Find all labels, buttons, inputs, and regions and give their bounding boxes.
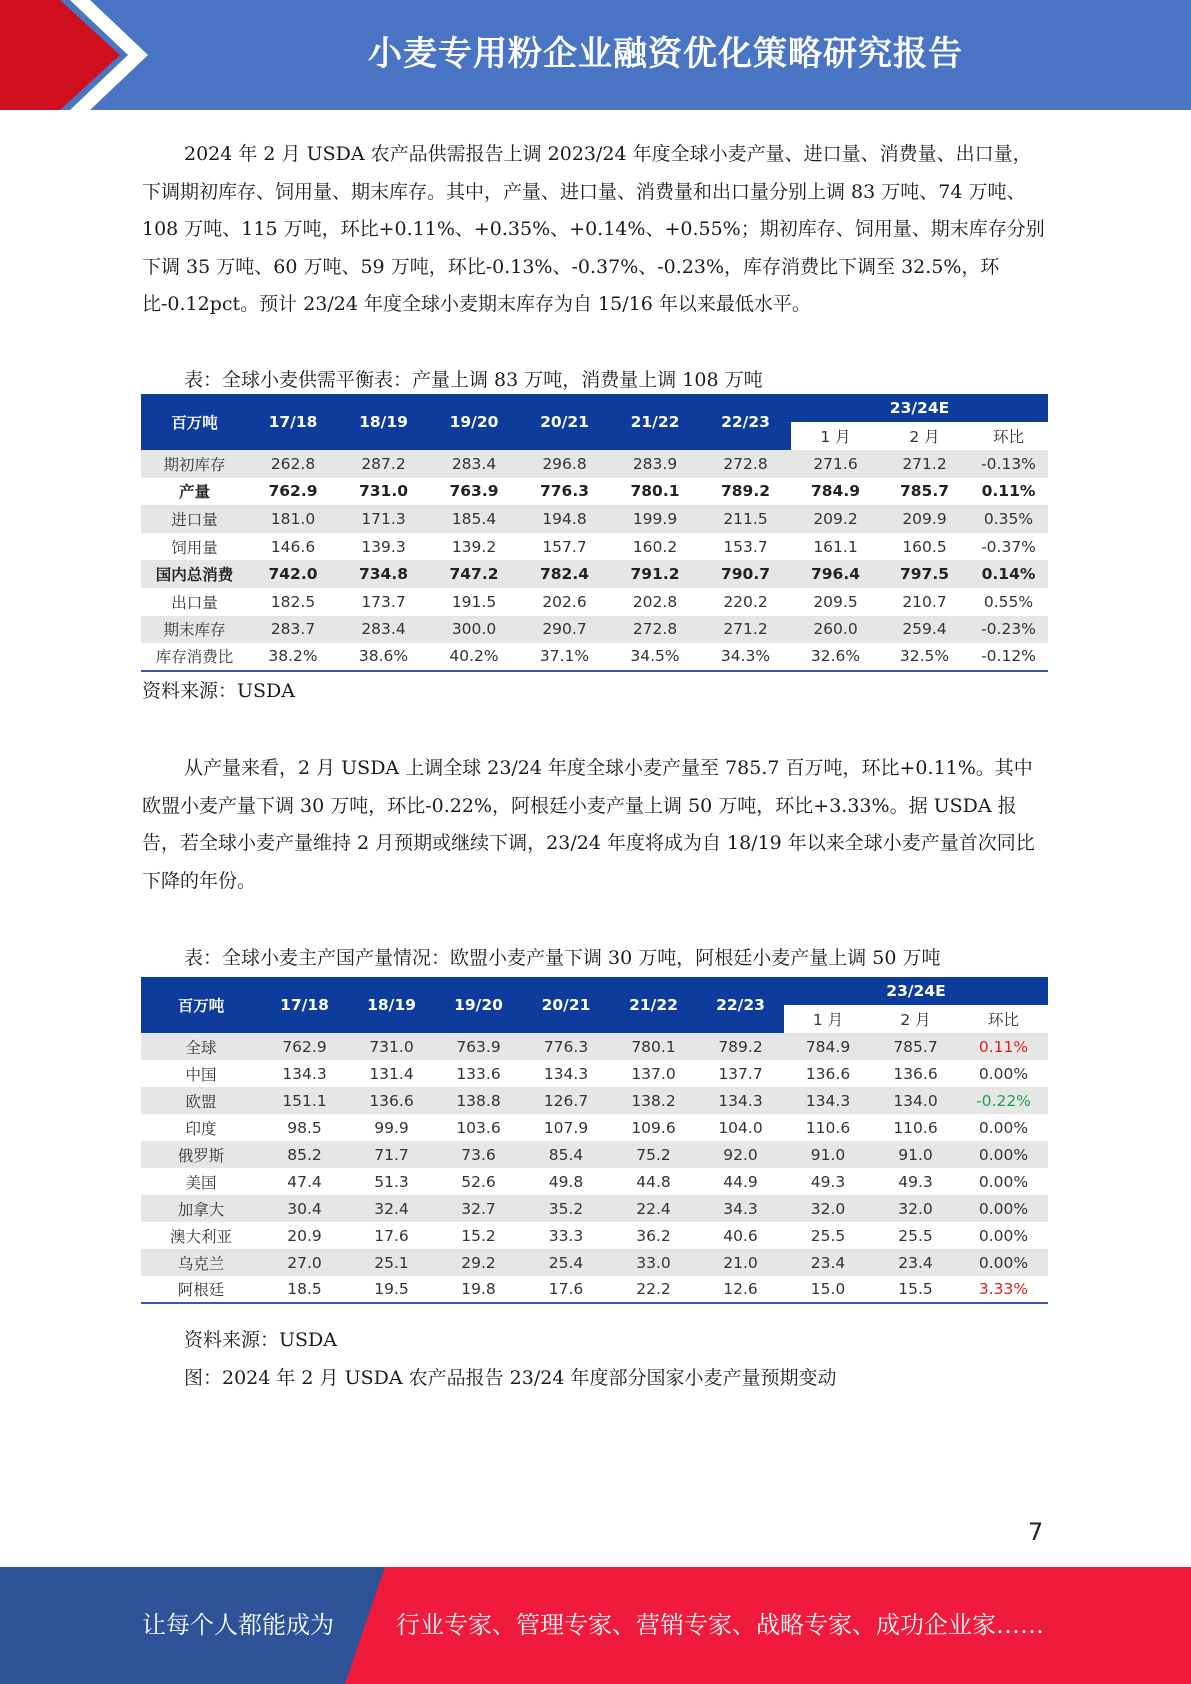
row-label: 出口量 (141, 588, 248, 616)
value-cell: 25.4 (522, 1249, 610, 1276)
table-row (141, 505, 1048, 533)
value-cell: 780.1 (610, 478, 700, 506)
table1-sub-header: 环比 (969, 422, 1048, 450)
value-cell: 272.8 (610, 616, 700, 644)
change-cell: 0.14% (969, 560, 1048, 588)
value-cell: 134.0 (872, 1087, 959, 1114)
page-footer (0, 1567, 1191, 1684)
value-cell: 22.4 (610, 1195, 697, 1222)
row-label: 阿根廷 (141, 1276, 261, 1303)
value-cell: 137.0 (610, 1060, 697, 1087)
value-cell: 103.6 (435, 1114, 522, 1141)
table1-unit-header: 百万吨 (141, 394, 248, 450)
value-cell: 32.0 (784, 1195, 872, 1222)
table-row (141, 1249, 1048, 1276)
value-cell: 32.0 (872, 1195, 959, 1222)
value-cell: 32.5% (880, 643, 969, 671)
value-cell: 296.8 (519, 450, 610, 478)
value-cell: 49.3 (872, 1168, 959, 1195)
value-cell: 211.5 (700, 505, 791, 533)
value-cell: 33.0 (610, 1249, 697, 1276)
value-cell: 160.2 (610, 533, 700, 561)
value-cell: 25.5 (872, 1222, 959, 1249)
value-cell: 52.6 (435, 1168, 522, 1195)
change-cell: -0.23% (969, 616, 1048, 644)
value-cell: 27.0 (261, 1249, 348, 1276)
value-cell: 742.0 (248, 560, 338, 588)
value-cell: 22.2 (610, 1276, 697, 1303)
value-cell: 134.3 (697, 1087, 784, 1114)
table2-group-header: 23/24E (784, 977, 1048, 1005)
change-cell: 0.11% (969, 478, 1048, 506)
value-cell: 25.5 (784, 1222, 872, 1249)
country-production-table (141, 977, 1048, 1304)
footer-slogan-right: 行业专家、管理专家、营销专家、战略专家、成功企业家…… (396, 1611, 1044, 1639)
value-cell: 73.6 (435, 1141, 522, 1168)
value-cell: 731.0 (348, 1033, 435, 1060)
value-cell: 797.5 (880, 560, 969, 588)
table-row (141, 560, 1048, 588)
value-cell: 262.8 (248, 450, 338, 478)
value-cell: 784.9 (791, 478, 880, 506)
table2-source: 资料来源：USDA (184, 1329, 337, 1351)
row-label: 俄罗斯 (141, 1141, 261, 1168)
value-cell: 133.6 (435, 1060, 522, 1087)
value-cell: 75.2 (610, 1141, 697, 1168)
value-cell: 173.7 (338, 588, 429, 616)
value-cell: 171.3 (338, 505, 429, 533)
table2-sub-header: 2 月 (872, 1005, 959, 1033)
value-cell: 38.6% (338, 643, 429, 671)
value-cell: 191.5 (429, 588, 519, 616)
value-cell: 20.9 (261, 1222, 348, 1249)
table-row (141, 1195, 1048, 1222)
value-cell: 19.8 (435, 1276, 522, 1303)
value-cell: 790.7 (700, 560, 791, 588)
change-cell: 0.00% (959, 1141, 1048, 1168)
row-label: 饲用量 (141, 533, 248, 561)
value-cell: 763.9 (435, 1033, 522, 1060)
value-cell: 137.7 (697, 1060, 784, 1087)
value-cell: 259.4 (880, 616, 969, 644)
value-cell: 37.1% (519, 643, 610, 671)
change-cell: 0.55% (969, 588, 1048, 616)
table-row (141, 643, 1048, 671)
value-cell: 776.3 (522, 1033, 610, 1060)
value-cell: 109.6 (610, 1114, 697, 1141)
value-cell: 98.5 (261, 1114, 348, 1141)
table2-year-header: 19/20 (435, 977, 522, 1033)
value-cell: 34.3% (700, 643, 791, 671)
value-cell: 34.5% (610, 643, 700, 671)
value-cell: 151.1 (261, 1087, 348, 1114)
value-cell: 300.0 (429, 616, 519, 644)
value-cell: 12.6 (697, 1276, 784, 1303)
value-cell: 17.6 (348, 1222, 435, 1249)
value-cell: 30.4 (261, 1195, 348, 1222)
row-label: 国内总消费 (141, 560, 248, 588)
table1-caption: 表：全球小麦供需平衡表：产量上调 83 万吨，消费量上调 108 万吨 (184, 369, 763, 391)
change-cell: 0.11% (959, 1033, 1048, 1060)
value-cell: 110.6 (784, 1114, 872, 1141)
change-cell: 0.00% (959, 1114, 1048, 1141)
value-cell: 146.6 (248, 533, 338, 561)
value-cell: 110.6 (872, 1114, 959, 1141)
value-cell: 32.4 (348, 1195, 435, 1222)
value-cell: 104.0 (697, 1114, 784, 1141)
change-cell: 0.00% (959, 1249, 1048, 1276)
change-cell: 0.00% (959, 1060, 1048, 1087)
value-cell: 283.9 (610, 450, 700, 478)
row-label: 澳大利亚 (141, 1222, 261, 1249)
change-cell: -0.12% (969, 643, 1048, 671)
value-cell: 139.3 (338, 533, 429, 561)
table1-year-header: 22/23 (700, 394, 791, 450)
value-cell: 34.3 (697, 1195, 784, 1222)
supply-demand-table (141, 394, 1048, 672)
value-cell: 23.4 (872, 1249, 959, 1276)
table2-year-header: 22/23 (697, 977, 784, 1033)
value-cell: 194.8 (519, 505, 610, 533)
value-cell: 32.7 (435, 1195, 522, 1222)
table1-group-header: 23/24E (791, 394, 1048, 422)
row-label: 欧盟 (141, 1087, 261, 1114)
value-cell: 780.1 (610, 1033, 697, 1060)
value-cell: 202.8 (610, 588, 700, 616)
value-cell: 85.2 (261, 1141, 348, 1168)
value-cell: 21.0 (697, 1249, 784, 1276)
table-row (141, 1033, 1048, 1060)
table-row (141, 1168, 1048, 1195)
value-cell: 29.2 (435, 1249, 522, 1276)
value-cell: 220.2 (700, 588, 791, 616)
row-label: 期末库存 (141, 616, 248, 644)
table1-sub-header: 2 月 (880, 422, 969, 450)
table-row (141, 1060, 1048, 1087)
value-cell: 19.5 (348, 1276, 435, 1303)
change-cell: 0.00% (959, 1222, 1048, 1249)
value-cell: 791.2 (610, 560, 700, 588)
value-cell: 785.7 (880, 478, 969, 506)
paragraph-production: 从产量来看，2 月 USDA 上调全球 23/24 年度全球小麦产量至 785.7 百万吨，环比+0.11%。其中欧盟小麦产量下调 30 万吨，环比-0.22%，阿根廷小麦产量上调 50 万吨，环比+3.33%。据 USDA 报告，若全球小麦产量维持 2 月预期或继续下调，23/24 年度将成为自 18/19 年以来全球小麦产量首次同比下降的年份。 (142, 757, 1035, 892)
value-cell: 35.2 (522, 1195, 610, 1222)
value-cell: 15.5 (872, 1276, 959, 1303)
value-cell: 51.3 (348, 1168, 435, 1195)
value-cell: 747.2 (429, 560, 519, 588)
table2-year-header: 18/19 (348, 977, 435, 1033)
value-cell: 91.0 (784, 1141, 872, 1168)
value-cell: 762.9 (248, 478, 338, 506)
value-cell: 138.8 (435, 1087, 522, 1114)
value-cell: 38.2% (248, 643, 338, 671)
value-cell: 107.9 (522, 1114, 610, 1141)
value-cell: 209.9 (880, 505, 969, 533)
table-row (141, 1141, 1048, 1168)
value-cell: 782.4 (519, 560, 610, 588)
paragraph-supply-demand: 2024 年 2 月 USDA 农产品供需报告上调 2023/24 年度全球小麦产量、进口量、消费量、出口量，下调期初库存、饲用量、期末库存。其中，产量、进口量、消费量和出口量分别上调 83 万吨、74 万吨、108 万吨、115 万吨，环比+0.11%、+0.35%、+0.14%、+0.55%；期初库存、饲用量、期末库存分别下调 35 万吨、60 万吨、59 万吨，环比-0.13%、-0.37%、-0.23%，库存消费比下调至 32.5%，环比-0.12pct。预计 23/24 年度全球小麦期末库存为自 15/16 年以来最低水平。 (142, 143, 1045, 315)
value-cell: 136.6 (348, 1087, 435, 1114)
value-cell: 136.6 (872, 1060, 959, 1087)
value-cell: 209.2 (791, 505, 880, 533)
value-cell: 40.6 (697, 1222, 784, 1249)
row-label: 全球 (141, 1033, 261, 1060)
value-cell: 271.6 (791, 450, 880, 478)
value-cell: 181.0 (248, 505, 338, 533)
value-cell: 776.3 (519, 478, 610, 506)
value-cell: 763.9 (429, 478, 519, 506)
value-cell: 126.7 (522, 1087, 610, 1114)
value-cell: 47.4 (261, 1168, 348, 1195)
value-cell: 182.5 (248, 588, 338, 616)
row-label: 印度 (141, 1114, 261, 1141)
value-cell: 44.8 (610, 1168, 697, 1195)
table2-year-header: 17/18 (261, 977, 348, 1033)
table1-body (141, 450, 1048, 671)
value-cell: 85.4 (522, 1141, 610, 1168)
value-cell: 136.6 (784, 1060, 872, 1087)
value-cell: 36.2 (610, 1222, 697, 1249)
table-row (141, 1222, 1048, 1249)
value-cell: 32.6% (791, 643, 880, 671)
value-cell: 44.9 (697, 1168, 784, 1195)
value-cell: 138.2 (610, 1087, 697, 1114)
change-cell: 0.35% (969, 505, 1048, 533)
row-label: 期初库存 (141, 450, 248, 478)
table1-year-header: 17/18 (248, 394, 338, 450)
table1-year-header: 19/20 (429, 394, 519, 450)
value-cell: 49.8 (522, 1168, 610, 1195)
table-row (141, 450, 1048, 478)
table1-year-header: 20/21 (519, 394, 610, 450)
value-cell: 91.0 (872, 1141, 959, 1168)
value-cell: 92.0 (697, 1141, 784, 1168)
row-label: 库存消费比 (141, 643, 248, 671)
value-cell: 762.9 (261, 1033, 348, 1060)
row-label: 进口量 (141, 505, 248, 533)
value-cell: 99.9 (348, 1114, 435, 1141)
table1-year-header: 18/19 (338, 394, 429, 450)
value-cell: 785.7 (872, 1033, 959, 1060)
value-cell: 731.0 (338, 478, 429, 506)
value-cell: 18.5 (261, 1276, 348, 1303)
report-title: 小麦专用粉企业融资优化策略研究报告 (368, 34, 963, 74)
table2-unit-header: 百万吨 (141, 977, 261, 1033)
value-cell: 283.4 (338, 616, 429, 644)
value-cell: 71.7 (348, 1141, 435, 1168)
table1-sub-header: 1 月 (791, 422, 880, 450)
value-cell: 15.2 (435, 1222, 522, 1249)
table2-year-header: 20/21 (522, 977, 610, 1033)
value-cell: 49.3 (784, 1168, 872, 1195)
value-cell: 161.1 (791, 533, 880, 561)
table2-caption: 表：全球小麦主产国产量情况：欧盟小麦产量下调 30 万吨，阿根廷小麦产量上调 50 万吨 (184, 947, 941, 969)
value-cell: 796.4 (791, 560, 880, 588)
value-cell: 153.7 (700, 533, 791, 561)
table-row (141, 1114, 1048, 1141)
value-cell: 789.2 (697, 1033, 784, 1060)
value-cell: 17.6 (522, 1276, 610, 1303)
value-cell: 131.4 (348, 1060, 435, 1087)
value-cell: 25.1 (348, 1249, 435, 1276)
value-cell: 185.4 (429, 505, 519, 533)
table-row (141, 1087, 1048, 1114)
value-cell: 283.4 (429, 450, 519, 478)
value-cell: 209.5 (791, 588, 880, 616)
table2-body (141, 1033, 1048, 1303)
page-number: 7 (1028, 1518, 1044, 1546)
change-cell: 0.00% (959, 1168, 1048, 1195)
table-row (141, 478, 1048, 506)
table-row (141, 533, 1048, 561)
footer-slogan-left: 让每个人都能成为 (142, 1611, 334, 1639)
table2-sub-header: 1 月 (784, 1005, 872, 1033)
table2-sub-header: 环比 (959, 1005, 1048, 1033)
change-cell: -0.22% (959, 1087, 1048, 1114)
change-cell: -0.37% (969, 533, 1048, 561)
row-label: 加拿大 (141, 1195, 261, 1222)
value-cell: 210.7 (880, 588, 969, 616)
value-cell: 160.5 (880, 533, 969, 561)
figure-caption: 图：2024 年 2 月 USDA 农产品报告 23/24 年度部分国家小麦产量预期变动 (184, 1367, 837, 1389)
change-cell: 0.00% (959, 1195, 1048, 1222)
value-cell: 272.8 (700, 450, 791, 478)
value-cell: 789.2 (700, 478, 791, 506)
table-row (141, 1276, 1048, 1303)
value-cell: 260.0 (791, 616, 880, 644)
value-cell: 40.2% (429, 643, 519, 671)
table1-source: 资料来源：USDA (142, 680, 295, 702)
value-cell: 199.9 (610, 505, 700, 533)
value-cell: 290.7 (519, 616, 610, 644)
value-cell: 271.2 (700, 616, 791, 644)
table2-year-header: 21/22 (610, 977, 697, 1033)
change-cell: -0.13% (969, 450, 1048, 478)
value-cell: 33.3 (522, 1222, 610, 1249)
value-cell: 134.3 (784, 1087, 872, 1114)
table-row (141, 616, 1048, 644)
table1-year-header: 21/22 (610, 394, 700, 450)
value-cell: 23.4 (784, 1249, 872, 1276)
value-cell: 734.8 (338, 560, 429, 588)
row-label: 乌克兰 (141, 1249, 261, 1276)
value-cell: 283.7 (248, 616, 338, 644)
value-cell: 784.9 (784, 1033, 872, 1060)
table-row (141, 588, 1048, 616)
value-cell: 15.0 (784, 1276, 872, 1303)
row-label: 美国 (141, 1168, 261, 1195)
change-cell: 3.33% (959, 1276, 1048, 1303)
row-label: 中国 (141, 1060, 261, 1087)
value-cell: 134.3 (261, 1060, 348, 1087)
value-cell: 157.7 (519, 533, 610, 561)
row-label: 产量 (141, 478, 248, 506)
value-cell: 202.6 (519, 588, 610, 616)
value-cell: 139.2 (429, 533, 519, 561)
page-header (0, 0, 1191, 110)
value-cell: 134.3 (522, 1060, 610, 1087)
value-cell: 271.2 (880, 450, 969, 478)
value-cell: 287.2 (338, 450, 429, 478)
